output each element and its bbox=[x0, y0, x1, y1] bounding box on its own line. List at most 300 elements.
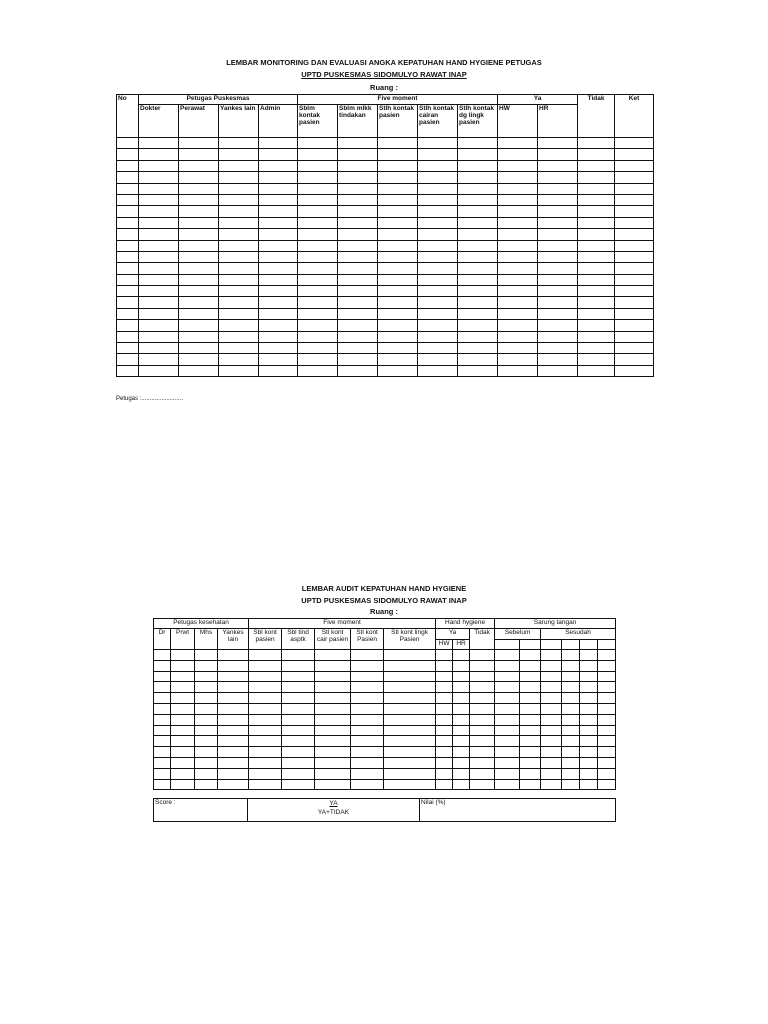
table-cell[interactable] bbox=[418, 354, 458, 365]
table-cell[interactable] bbox=[315, 714, 351, 725]
table-cell[interactable] bbox=[139, 331, 179, 342]
table-cell[interactable] bbox=[598, 650, 616, 661]
table-cell[interactable] bbox=[598, 671, 616, 682]
table-cell[interactable] bbox=[458, 320, 498, 331]
table-cell[interactable] bbox=[195, 779, 218, 790]
table-cell[interactable] bbox=[384, 736, 436, 747]
table-cell[interactable] bbox=[218, 660, 249, 671]
table-cell[interactable] bbox=[458, 229, 498, 240]
table-cell[interactable] bbox=[615, 263, 654, 274]
table-cell[interactable] bbox=[580, 671, 598, 682]
table-cell[interactable] bbox=[495, 671, 520, 682]
table-cell[interactable] bbox=[562, 747, 580, 758]
table-cell[interactable] bbox=[418, 172, 458, 183]
table-cell[interactable] bbox=[117, 194, 139, 205]
table-cell[interactable] bbox=[259, 229, 298, 240]
table-cell[interactable] bbox=[139, 263, 179, 274]
table-cell[interactable] bbox=[436, 768, 453, 779]
table-cell[interactable] bbox=[171, 736, 195, 747]
table-cell[interactable] bbox=[139, 365, 179, 376]
table-cell[interactable] bbox=[615, 240, 654, 251]
table-cell[interactable] bbox=[598, 703, 616, 714]
table-cell[interactable] bbox=[538, 160, 578, 171]
table-cell[interactable] bbox=[179, 354, 219, 365]
table-cell[interactable] bbox=[578, 206, 615, 217]
table-cell[interactable] bbox=[249, 660, 282, 671]
table-cell[interactable] bbox=[436, 660, 453, 671]
table-cell[interactable] bbox=[541, 779, 562, 790]
table-cell[interactable] bbox=[578, 217, 615, 228]
table-cell[interactable] bbox=[495, 757, 520, 768]
table-cell[interactable] bbox=[453, 757, 470, 768]
table-cell[interactable] bbox=[470, 736, 495, 747]
table-cell[interactable] bbox=[578, 286, 615, 297]
table-cell[interactable] bbox=[436, 714, 453, 725]
table-cell[interactable] bbox=[470, 725, 495, 736]
table-cell[interactable] bbox=[259, 183, 298, 194]
table-cell[interactable] bbox=[470, 682, 495, 693]
table-cell[interactable] bbox=[338, 149, 378, 160]
table-cell[interactable] bbox=[139, 194, 179, 205]
table-cell[interactable] bbox=[139, 217, 179, 228]
table-cell[interactable] bbox=[259, 194, 298, 205]
table-cell[interactable] bbox=[458, 274, 498, 285]
table-cell[interactable] bbox=[139, 149, 179, 160]
table-cell[interactable] bbox=[495, 682, 520, 693]
table-cell[interactable] bbox=[598, 757, 616, 768]
table-cell[interactable] bbox=[384, 660, 436, 671]
table-cell[interactable] bbox=[495, 725, 520, 736]
table-cell[interactable] bbox=[436, 757, 453, 768]
table-cell[interactable] bbox=[418, 343, 458, 354]
table-cell[interactable] bbox=[615, 286, 654, 297]
table-cell[interactable] bbox=[219, 274, 259, 285]
table-cell[interactable] bbox=[195, 736, 218, 747]
table-cell[interactable] bbox=[249, 714, 282, 725]
table-cell[interactable] bbox=[117, 354, 139, 365]
table-cell[interactable] bbox=[259, 320, 298, 331]
table-cell[interactable] bbox=[495, 736, 520, 747]
table-cell[interactable] bbox=[378, 160, 418, 171]
table-cell[interactable] bbox=[498, 194, 538, 205]
table-cell[interactable] bbox=[384, 768, 436, 779]
table-cell[interactable] bbox=[520, 682, 541, 693]
table-cell[interactable] bbox=[538, 286, 578, 297]
table-cell[interactable] bbox=[338, 206, 378, 217]
table-cell[interactable] bbox=[315, 725, 351, 736]
table-cell[interactable] bbox=[338, 229, 378, 240]
table-cell[interactable] bbox=[298, 286, 338, 297]
table-cell[interactable] bbox=[580, 768, 598, 779]
table-cell[interactable] bbox=[218, 693, 249, 704]
table-cell[interactable] bbox=[259, 365, 298, 376]
table-cell[interactable] bbox=[259, 160, 298, 171]
table-cell[interactable] bbox=[458, 183, 498, 194]
table-cell[interactable] bbox=[195, 671, 218, 682]
table-cell[interactable] bbox=[615, 308, 654, 319]
table-cell[interactable] bbox=[249, 768, 282, 779]
table-cell[interactable] bbox=[259, 308, 298, 319]
table-cell[interactable] bbox=[436, 671, 453, 682]
table-cell[interactable] bbox=[498, 365, 538, 376]
table-cell[interactable] bbox=[578, 274, 615, 285]
table-cell[interactable] bbox=[282, 779, 315, 790]
table-cell[interactable] bbox=[195, 650, 218, 661]
table-cell[interactable] bbox=[338, 320, 378, 331]
table-cell[interactable] bbox=[298, 138, 338, 149]
table-cell[interactable] bbox=[154, 650, 171, 661]
table-cell[interactable] bbox=[139, 286, 179, 297]
table-cell[interactable] bbox=[338, 297, 378, 308]
table-cell[interactable] bbox=[171, 682, 195, 693]
table-cell[interactable] bbox=[259, 263, 298, 274]
table-cell[interactable] bbox=[453, 736, 470, 747]
table-cell[interactable] bbox=[351, 757, 384, 768]
table-cell[interactable] bbox=[249, 779, 282, 790]
table-cell[interactable] bbox=[498, 149, 538, 160]
table-cell[interactable] bbox=[378, 320, 418, 331]
table-cell[interactable] bbox=[498, 138, 538, 149]
table-cell[interactable] bbox=[580, 660, 598, 671]
table-cell[interactable] bbox=[580, 757, 598, 768]
table-cell[interactable] bbox=[315, 703, 351, 714]
table-cell[interactable] bbox=[520, 660, 541, 671]
table-cell[interactable] bbox=[351, 768, 384, 779]
table-cell[interactable] bbox=[171, 671, 195, 682]
table-cell[interactable] bbox=[351, 747, 384, 758]
table-cell[interactable] bbox=[139, 343, 179, 354]
table-cell[interactable] bbox=[259, 343, 298, 354]
table-cell[interactable] bbox=[520, 671, 541, 682]
table-cell[interactable] bbox=[578, 240, 615, 251]
table-cell[interactable] bbox=[615, 297, 654, 308]
table-cell[interactable] bbox=[338, 365, 378, 376]
table-cell[interactable] bbox=[598, 736, 616, 747]
table-cell[interactable] bbox=[615, 217, 654, 228]
table-cell[interactable] bbox=[538, 172, 578, 183]
table-cell[interactable] bbox=[139, 172, 179, 183]
table-cell[interactable] bbox=[458, 331, 498, 342]
table-cell[interactable] bbox=[249, 747, 282, 758]
table-cell[interactable] bbox=[315, 747, 351, 758]
table-cell[interactable] bbox=[598, 714, 616, 725]
table-cell[interactable] bbox=[458, 343, 498, 354]
table-cell[interactable] bbox=[171, 660, 195, 671]
table-cell[interactable] bbox=[219, 331, 259, 342]
table-cell[interactable] bbox=[139, 297, 179, 308]
table-cell[interactable] bbox=[282, 768, 315, 779]
table-cell[interactable] bbox=[154, 747, 171, 758]
table-cell[interactable] bbox=[384, 757, 436, 768]
table-cell[interactable] bbox=[298, 251, 338, 262]
table-cell[interactable] bbox=[351, 703, 384, 714]
table-cell[interactable] bbox=[298, 160, 338, 171]
table-cell[interactable] bbox=[259, 138, 298, 149]
table-cell[interactable] bbox=[139, 240, 179, 251]
table-cell[interactable] bbox=[498, 217, 538, 228]
table-cell[interactable] bbox=[578, 365, 615, 376]
table-cell[interactable] bbox=[338, 286, 378, 297]
table-cell[interactable] bbox=[578, 343, 615, 354]
table-cell[interactable] bbox=[562, 757, 580, 768]
table-cell[interactable] bbox=[139, 308, 179, 319]
table-cell[interactable] bbox=[538, 308, 578, 319]
table-cell[interactable] bbox=[580, 747, 598, 758]
table-cell[interactable] bbox=[179, 229, 219, 240]
table-cell[interactable] bbox=[139, 206, 179, 217]
table-cell[interactable] bbox=[338, 172, 378, 183]
table-cell[interactable] bbox=[378, 240, 418, 251]
table-cell[interactable] bbox=[219, 217, 259, 228]
table-cell[interactable] bbox=[139, 320, 179, 331]
table-cell[interactable] bbox=[179, 274, 219, 285]
table-cell[interactable] bbox=[418, 320, 458, 331]
table-cell[interactable] bbox=[338, 343, 378, 354]
table-cell[interactable] bbox=[179, 251, 219, 262]
table-cell[interactable] bbox=[538, 149, 578, 160]
table-cell[interactable] bbox=[351, 682, 384, 693]
table-cell[interactable] bbox=[458, 263, 498, 274]
table-cell[interactable] bbox=[282, 757, 315, 768]
table-cell[interactable] bbox=[117, 286, 139, 297]
table-cell[interactable] bbox=[436, 779, 453, 790]
table-cell[interactable] bbox=[179, 365, 219, 376]
table-cell[interactable] bbox=[436, 736, 453, 747]
table-cell[interactable] bbox=[436, 693, 453, 704]
table-cell[interactable] bbox=[219, 229, 259, 240]
table-cell[interactable] bbox=[562, 671, 580, 682]
table-cell[interactable] bbox=[615, 365, 654, 376]
table-cell[interactable] bbox=[218, 736, 249, 747]
table-cell[interactable] bbox=[298, 354, 338, 365]
table-cell[interactable] bbox=[538, 183, 578, 194]
table-cell[interactable] bbox=[541, 736, 562, 747]
table-cell[interactable] bbox=[562, 779, 580, 790]
table-cell[interactable] bbox=[298, 343, 338, 354]
table-cell[interactable] bbox=[458, 217, 498, 228]
table-cell[interactable] bbox=[384, 671, 436, 682]
table-cell[interactable] bbox=[541, 714, 562, 725]
table-cell[interactable] bbox=[249, 725, 282, 736]
table-cell[interactable] bbox=[338, 160, 378, 171]
table-cell[interactable] bbox=[378, 251, 418, 262]
table-cell[interactable] bbox=[117, 251, 139, 262]
table-cell[interactable] bbox=[384, 725, 436, 736]
table-cell[interactable] bbox=[179, 331, 219, 342]
table-cell[interactable] bbox=[117, 365, 139, 376]
table-cell[interactable] bbox=[249, 703, 282, 714]
table-cell[interactable] bbox=[195, 660, 218, 671]
table-cell[interactable] bbox=[384, 779, 436, 790]
table-cell[interactable] bbox=[562, 660, 580, 671]
table-cell[interactable] bbox=[171, 693, 195, 704]
table-cell[interactable] bbox=[378, 331, 418, 342]
table-cell[interactable] bbox=[154, 725, 171, 736]
table-cell[interactable] bbox=[458, 138, 498, 149]
table-cell[interactable] bbox=[298, 172, 338, 183]
table-cell[interactable] bbox=[298, 365, 338, 376]
table-cell[interactable] bbox=[351, 650, 384, 661]
table-cell[interactable] bbox=[259, 297, 298, 308]
table-cell[interactable] bbox=[384, 650, 436, 661]
table-cell[interactable] bbox=[378, 217, 418, 228]
table-cell[interactable] bbox=[117, 183, 139, 194]
table-cell[interactable] bbox=[418, 365, 458, 376]
table-cell[interactable] bbox=[179, 160, 219, 171]
table-cell[interactable] bbox=[541, 768, 562, 779]
table-cell[interactable] bbox=[315, 682, 351, 693]
table-cell[interactable] bbox=[520, 693, 541, 704]
table-cell[interactable] bbox=[338, 274, 378, 285]
table-cell[interactable] bbox=[218, 682, 249, 693]
table-cell[interactable] bbox=[418, 138, 458, 149]
table-cell[interactable] bbox=[384, 714, 436, 725]
table-cell[interactable] bbox=[578, 149, 615, 160]
table-cell[interactable] bbox=[338, 354, 378, 365]
table-cell[interactable] bbox=[351, 725, 384, 736]
table-cell[interactable] bbox=[418, 206, 458, 217]
table-cell[interactable] bbox=[538, 206, 578, 217]
table-cell[interactable] bbox=[298, 263, 338, 274]
table-cell[interactable] bbox=[259, 217, 298, 228]
table-cell[interactable] bbox=[179, 286, 219, 297]
table-cell[interactable] bbox=[218, 714, 249, 725]
table-cell[interactable] bbox=[615, 274, 654, 285]
table-cell[interactable] bbox=[218, 768, 249, 779]
table-cell[interactable] bbox=[219, 206, 259, 217]
table-cell[interactable] bbox=[378, 297, 418, 308]
table-cell[interactable] bbox=[298, 331, 338, 342]
table-cell[interactable] bbox=[139, 229, 179, 240]
table-cell[interactable] bbox=[418, 251, 458, 262]
table-cell[interactable] bbox=[615, 320, 654, 331]
table-cell[interactable] bbox=[378, 308, 418, 319]
table-cell[interactable] bbox=[598, 779, 616, 790]
table-cell[interactable] bbox=[195, 768, 218, 779]
table-cell[interactable] bbox=[453, 671, 470, 682]
table-cell[interactable] bbox=[384, 747, 436, 758]
table-cell[interactable] bbox=[418, 308, 458, 319]
table-cell[interactable] bbox=[458, 308, 498, 319]
table-cell[interactable] bbox=[498, 274, 538, 285]
table-cell[interactable] bbox=[538, 194, 578, 205]
table-cell[interactable] bbox=[117, 297, 139, 308]
table-cell[interactable] bbox=[218, 779, 249, 790]
table-cell[interactable] bbox=[195, 714, 218, 725]
table-cell[interactable] bbox=[378, 183, 418, 194]
table-cell[interactable] bbox=[541, 757, 562, 768]
table-cell[interactable] bbox=[219, 354, 259, 365]
table-cell[interactable] bbox=[541, 703, 562, 714]
table-cell[interactable] bbox=[338, 331, 378, 342]
table-cell[interactable] bbox=[578, 354, 615, 365]
table-cell[interactable] bbox=[498, 229, 538, 240]
table-cell[interactable] bbox=[139, 251, 179, 262]
table-cell[interactable] bbox=[520, 768, 541, 779]
table-cell[interactable] bbox=[470, 779, 495, 790]
table-cell[interactable] bbox=[179, 343, 219, 354]
table-cell[interactable] bbox=[615, 331, 654, 342]
table-cell[interactable] bbox=[541, 747, 562, 758]
table-cell[interactable] bbox=[195, 693, 218, 704]
table-cell[interactable] bbox=[453, 693, 470, 704]
table-cell[interactable] bbox=[378, 286, 418, 297]
table-cell[interactable] bbox=[179, 183, 219, 194]
table-cell[interactable] bbox=[418, 274, 458, 285]
table-cell[interactable] bbox=[598, 725, 616, 736]
table-cell[interactable] bbox=[498, 343, 538, 354]
table-cell[interactable] bbox=[351, 736, 384, 747]
table-cell[interactable] bbox=[378, 138, 418, 149]
table-cell[interactable] bbox=[117, 149, 139, 160]
table-cell[interactable] bbox=[578, 297, 615, 308]
table-cell[interactable] bbox=[378, 206, 418, 217]
table-cell[interactable] bbox=[219, 297, 259, 308]
table-cell[interactable] bbox=[249, 671, 282, 682]
table-cell[interactable] bbox=[615, 206, 654, 217]
table-cell[interactable] bbox=[298, 206, 338, 217]
table-cell[interactable] bbox=[520, 747, 541, 758]
table-cell[interactable] bbox=[378, 354, 418, 365]
table-cell[interactable] bbox=[171, 779, 195, 790]
table-cell[interactable] bbox=[315, 757, 351, 768]
table-cell[interactable] bbox=[498, 251, 538, 262]
table-cell[interactable] bbox=[615, 251, 654, 262]
table-cell[interactable] bbox=[562, 714, 580, 725]
table-cell[interactable] bbox=[436, 650, 453, 661]
table-cell[interactable] bbox=[378, 343, 418, 354]
table-cell[interactable] bbox=[458, 297, 498, 308]
table-cell[interactable] bbox=[171, 747, 195, 758]
table-cell[interactable] bbox=[298, 217, 338, 228]
table-cell[interactable] bbox=[538, 320, 578, 331]
table-cell[interactable] bbox=[351, 693, 384, 704]
table-cell[interactable] bbox=[418, 297, 458, 308]
table-cell[interactable] bbox=[218, 703, 249, 714]
table-cell[interactable] bbox=[259, 149, 298, 160]
table-cell[interactable] bbox=[219, 251, 259, 262]
table-cell[interactable] bbox=[378, 263, 418, 274]
table-cell[interactable] bbox=[458, 160, 498, 171]
table-cell[interactable] bbox=[418, 331, 458, 342]
table-cell[interactable] bbox=[578, 194, 615, 205]
table-cell[interactable] bbox=[562, 703, 580, 714]
table-cell[interactable] bbox=[498, 308, 538, 319]
table-cell[interactable] bbox=[538, 217, 578, 228]
table-cell[interactable] bbox=[218, 725, 249, 736]
table-cell[interactable] bbox=[298, 149, 338, 160]
table-cell[interactable] bbox=[615, 343, 654, 354]
table-cell[interactable] bbox=[538, 365, 578, 376]
table-cell[interactable] bbox=[378, 172, 418, 183]
table-cell[interactable] bbox=[195, 757, 218, 768]
table-cell[interactable] bbox=[453, 725, 470, 736]
table-cell[interactable] bbox=[378, 274, 418, 285]
table-cell[interactable] bbox=[195, 725, 218, 736]
table-cell[interactable] bbox=[219, 138, 259, 149]
table-cell[interactable] bbox=[179, 217, 219, 228]
table-cell[interactable] bbox=[453, 703, 470, 714]
table-cell[interactable] bbox=[282, 671, 315, 682]
table-cell[interactable] bbox=[520, 703, 541, 714]
table-cell[interactable] bbox=[418, 263, 458, 274]
table-cell[interactable] bbox=[219, 240, 259, 251]
table-cell[interactable] bbox=[436, 747, 453, 758]
table-cell[interactable] bbox=[498, 286, 538, 297]
table-cell[interactable] bbox=[154, 693, 171, 704]
table-cell[interactable] bbox=[378, 229, 418, 240]
table-cell[interactable] bbox=[179, 149, 219, 160]
